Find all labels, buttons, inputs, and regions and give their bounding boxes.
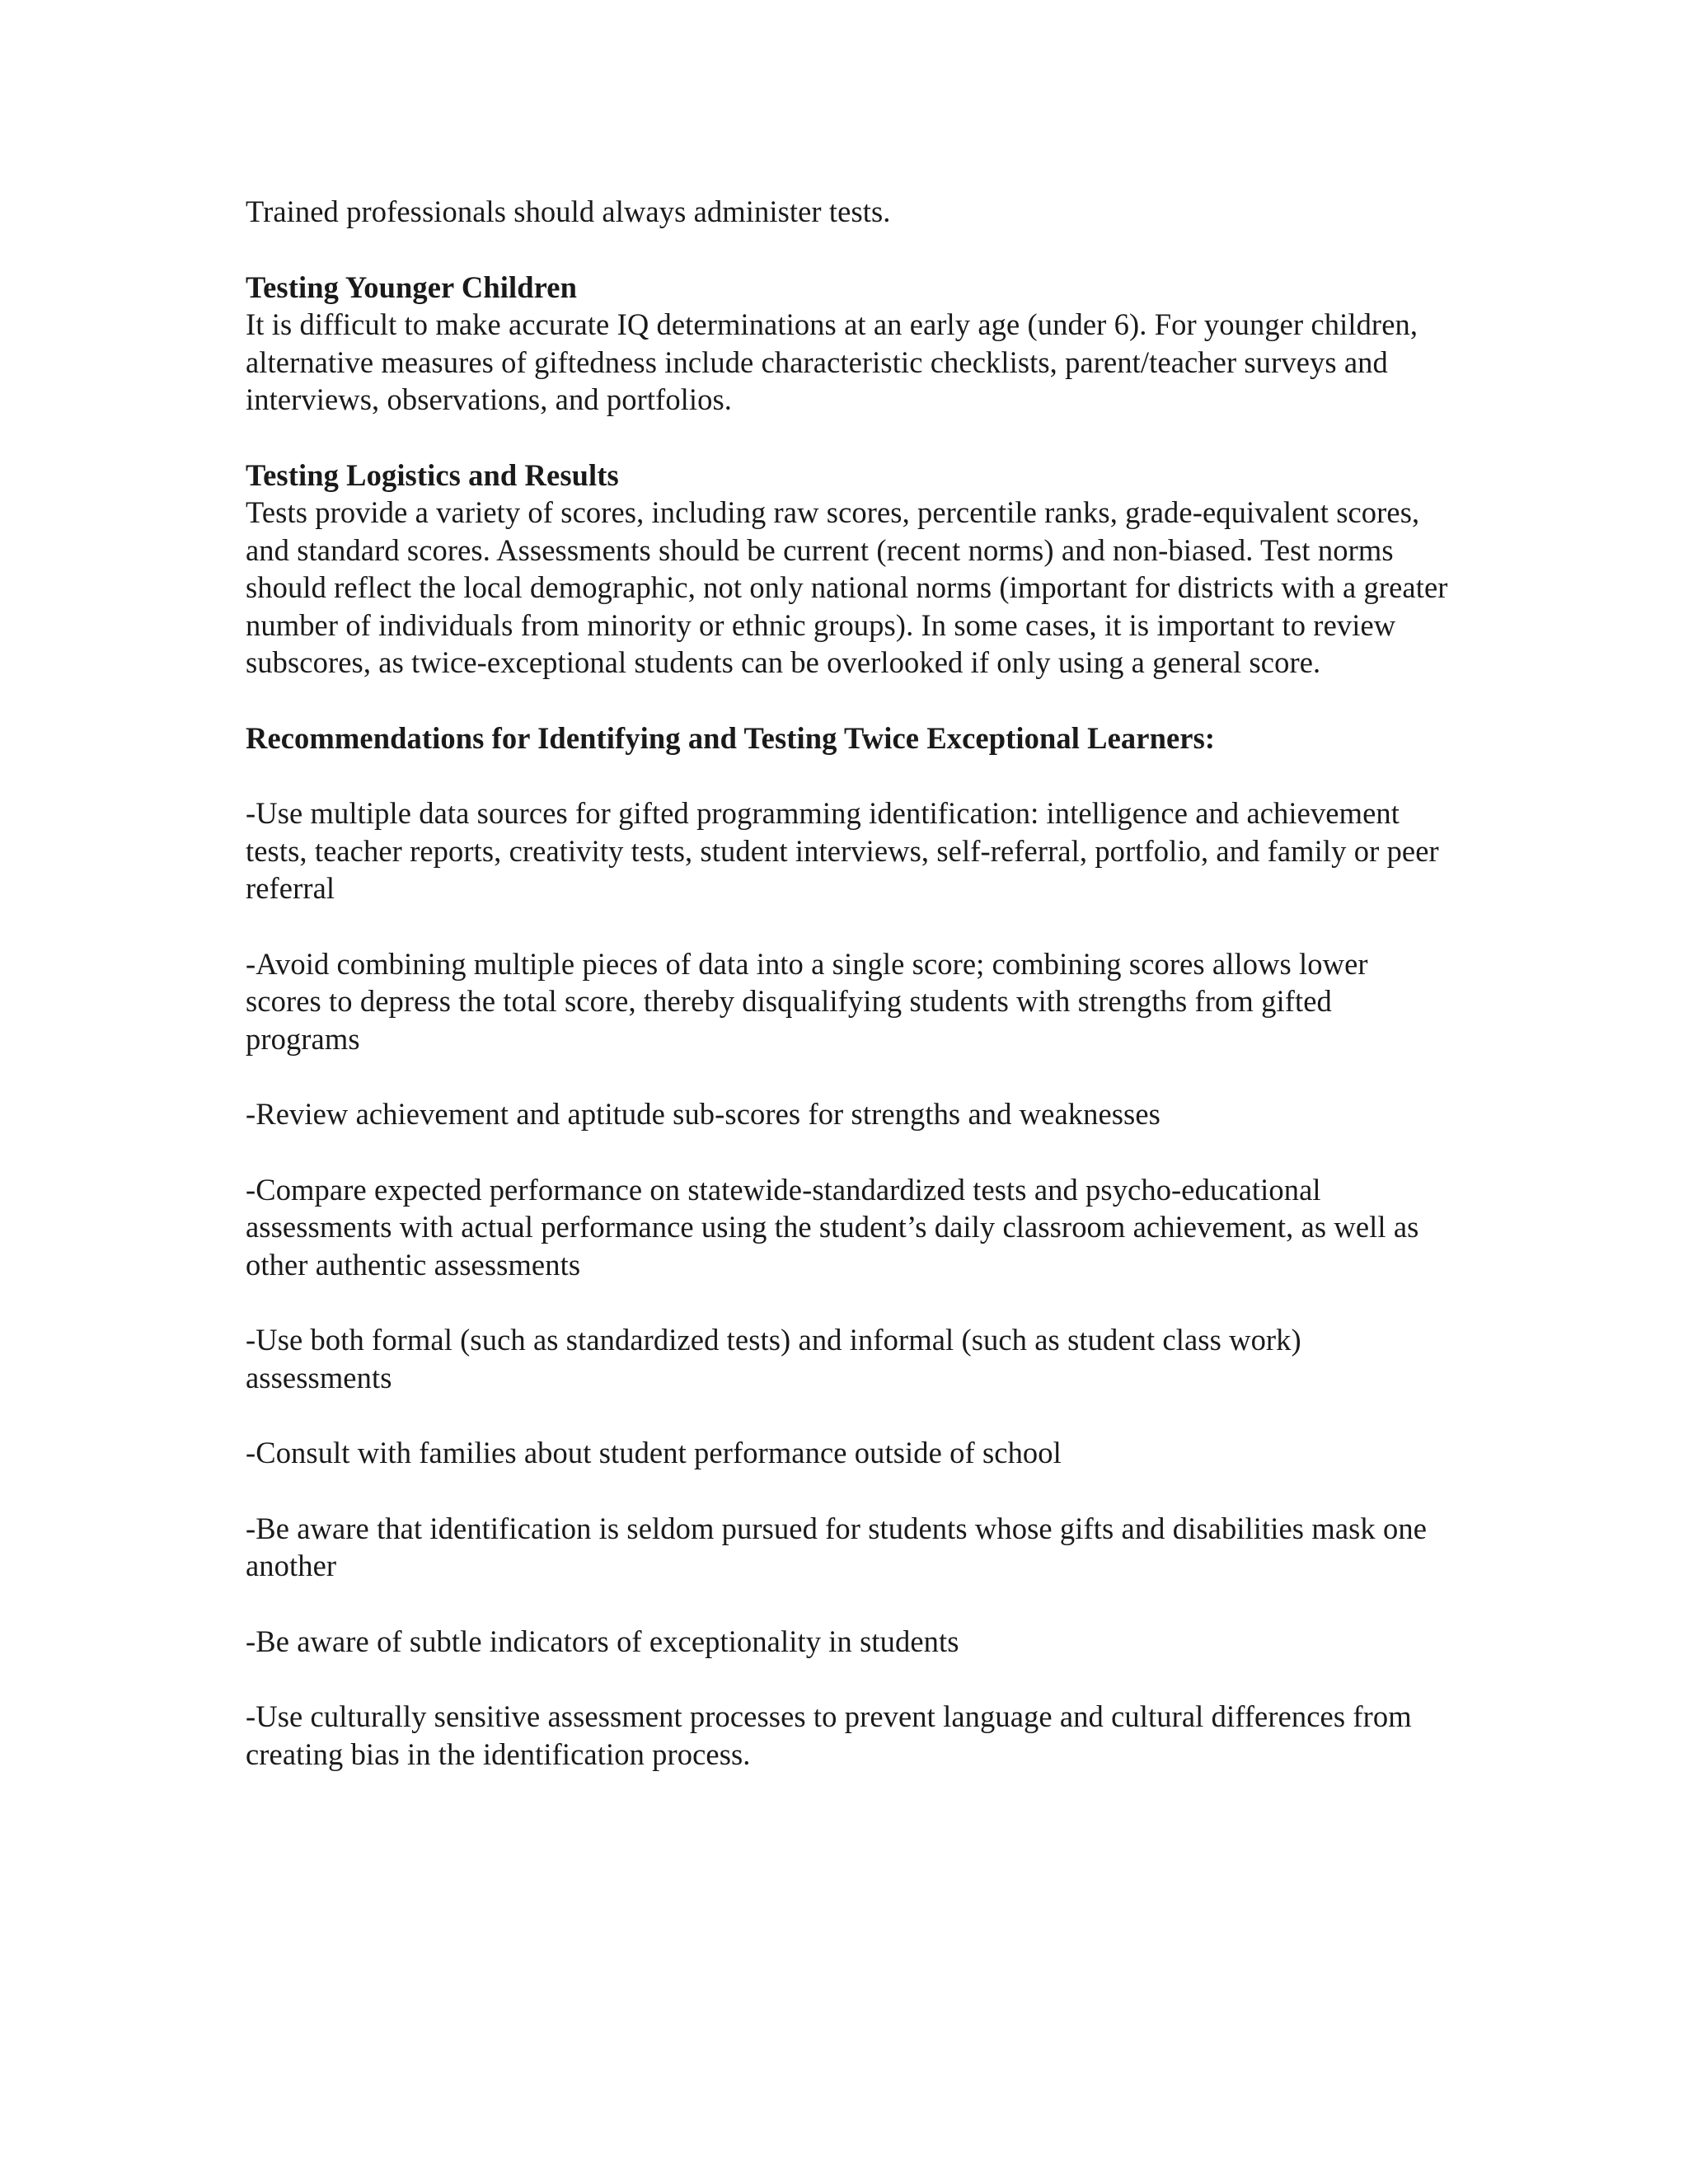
section-body: Tests provide a variety of scores, including raw scores, percentile ranks, grade-equivalent scores, and standard scores. Assessments should be current (recent norms) and non-biased. Test norms should reflect the local demographic, not only national norms (important for districts with a greater number of individuals from minority or ethnic groups). In some cases, it is important to review subscores, as twice-exceptional students can be overlooked if only using a general score. bbox=[246, 495, 1448, 679]
recommendation-item: -Be aware that identification is seldom pursued for students whose gifts and disabilities mask one another bbox=[246, 1511, 1427, 1582]
recommendation-item: -Use both formal (such as standardized tests) and informal (such as student class work) assessments bbox=[246, 1323, 1301, 1394]
recommendations-heading: Recommendations for Identifying and Testing Twice Exceptional Learners: bbox=[246, 720, 1216, 755]
recommendations-list bbox=[246, 794, 1449, 1773]
recommendation-item: -Use multiple data sources for gifted programming identification: intelligence and achievement tests, teacher reports, creativity tests, student interviews, self-referral, portfolio, and family or peer referral bbox=[246, 796, 1439, 905]
recommendation-item: -Compare expected performance on statewide-standardized tests and psycho-educational assessments with actual performance using the student’s daily classroom achievement, as well as other authentic assessments bbox=[246, 1172, 1419, 1282]
recommendation-item: -Be aware of subtle indicators of exceptionality in students bbox=[246, 1624, 959, 1658]
section-testing-younger-children bbox=[246, 269, 1449, 419]
section-testing-logistics-and-results bbox=[246, 457, 1449, 682]
intro-paragraph: Trained professionals should always administer tests. bbox=[246, 194, 891, 228]
recommendation-item: -Review achievement and aptitude sub-scores for strengths and weaknesses bbox=[246, 1097, 1160, 1131]
recommendation-item: -Use culturally sensitive assessment processes to prevent language and cultural differences from creating bias in the identification process. bbox=[246, 1699, 1412, 1771]
recommendation-item: -Avoid combining multiple pieces of data into a single score; combining scores allows lower scores to depress the total score, thereby disqualifying students with strengths from gifted programs bbox=[246, 946, 1368, 1056]
section-body: It is difficult to make accurate IQ determinations at an early age (under 6). For younger children, alternative measures of giftedness include characteristic checklists, parent/teacher surveys and interviews, observations, and portfolios. bbox=[246, 307, 1418, 416]
section-heading: Testing Younger Children bbox=[246, 269, 577, 304]
document-content bbox=[246, 193, 1449, 1811]
recommendation-item: -Consult with families about student performance outside of school bbox=[246, 1436, 1062, 1469]
section-heading: Testing Logistics and Results bbox=[246, 457, 619, 492]
